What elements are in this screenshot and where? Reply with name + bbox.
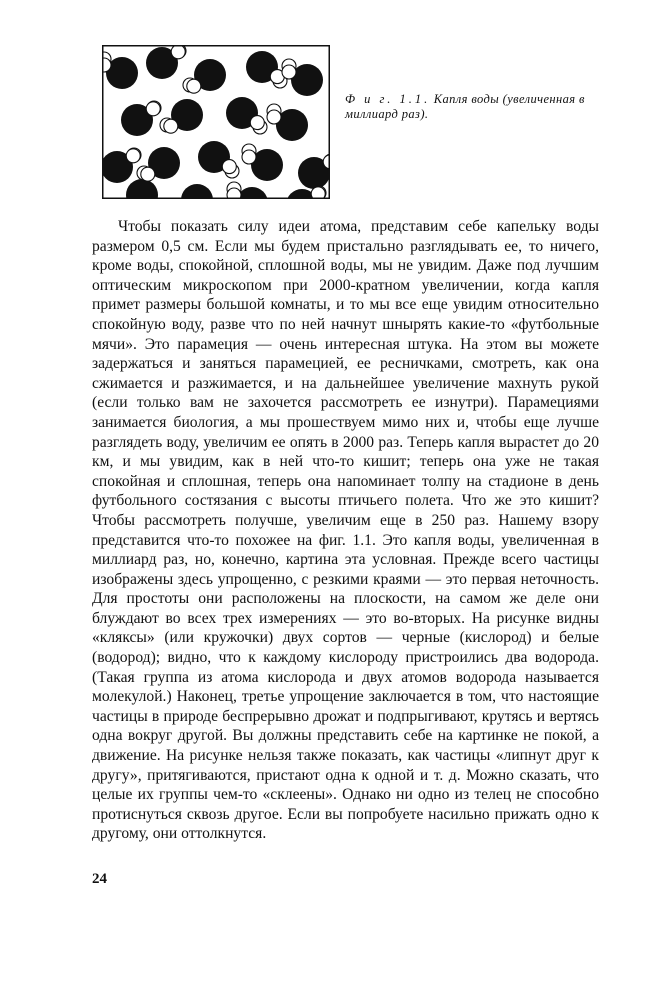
hydrogen-particle [227, 188, 241, 199]
hydrogen-particle [146, 102, 160, 116]
water-drop-figure [102, 45, 330, 199]
hydrogen-particle [222, 160, 236, 174]
hydrogen-particle [282, 65, 296, 79]
hydrogen-particle [250, 116, 264, 130]
hydrogen-particle [164, 119, 178, 133]
body-paragraph: Чтобы показать силу идеи атома, представим себе капельку воды размером 0,5 см. Если мы будем пристально разглядывать ее, то ничего, кроме воды, спокойной, сплошной воды, мы не увидим. Даже под лучшим оптическим микроскопом при 2000-кратном увеличении, когда капля примет размеры большой комнаты, и то мы все еще увидим относительно спокойную воду, разве что по ней начнут шнырять какие-то «футбольные мячи». Это парамеция — очень интересная штука. На этом вы можете задержаться и заняться парамецией, ее ресничками, смотреть, как она сжимается и разжимается, и на дальнейшее увеличение махнуть рукой (если только вам не захочется рассмотреть ее изнутри). Парамециями занимается биология, а мы прошествуем мимо них и, чтобы еще лучше разглядеть воду, увеличим ее опять в 2000 раз. Теперь капля вырастет до 20 км, и мы увидим, как в ней что-то кишит; теперь она уже не такая спокойная и сплошная, теперь она напоминает толпу на стадионе в день футбольного состязания с высоты птичьего полета. Что же это кишит? Чтобы рассмотреть получше, увеличим еще в 250 раз. Нашему взору представится что-то похожее на фиг. 1.1. Это капля воды, увеличенная в миллиард раз, но, конечно, картина эта условная. Прежде всего частицы изображены здесь упрощенно, с резкими краями — это первая неточность. Для простоты они расположены на плоскости, на самом же деле они блуждают во всех трех измерениях — это во-вторых. На рисунке видны «кляксы» (или кружочки) двух сортов — черные (кислород) и белые (водород); видно, что к каждому кислороду пристроились два водорода. (Такая группа из атома кислорода и двух атомов водорода называется молекулой.) Наконец, третье упрощение заключается в том, что настоящие частицы в природе беспрерывно дрожат и подпрыгивают, крутясь и вертясь одна вокруг другой. Вы должны представить себе на картинке не покой, а движение. На рисунке нельзя также показать, как частицы «липнут друг к другу», притягиваются, пристают одна к одной и т. д. Можно сказать, что целые их группы чем-то «склеены». Однако ни одно из телец не способно протиснуться сквозь другое. Если вы попробуете насильно прижать одно к другому, они оттолкнутся. [92, 218, 599, 843]
hydrogen-particle [171, 45, 185, 59]
hydrogen-particle [141, 167, 155, 181]
hydrogen-particle [126, 149, 140, 163]
page-number: 24 [92, 871, 107, 887]
oxygen-particle [126, 179, 158, 199]
hydrogen-particle [187, 79, 201, 93]
hydrogen-particle [242, 150, 256, 164]
hydrogen-particle [311, 187, 325, 199]
water-molecules-illustration [102, 45, 330, 199]
hydrogen-particle [267, 110, 281, 124]
figure-label: Ф и г. 1.1. [345, 92, 431, 106]
figure-caption [345, 92, 635, 122]
figure-caption-text: Капля воды (увеличенная в миллиард раз). [345, 92, 585, 121]
oxygen-particle [181, 184, 213, 199]
